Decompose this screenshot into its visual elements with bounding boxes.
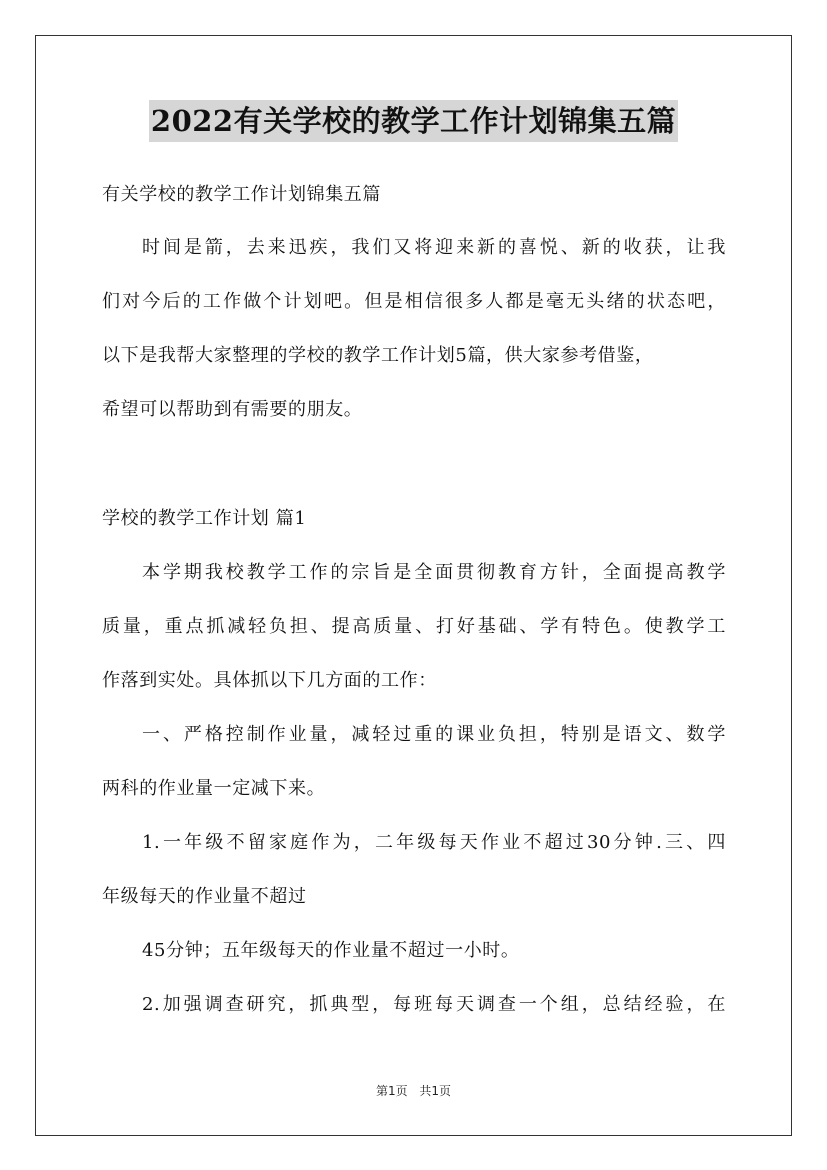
item-1-line-1: 1.一年级不留家庭作为，二年级每天作业不超过30分钟.三、四 [142, 832, 726, 853]
title-area [0, 100, 827, 142]
item-1-line-2: 年级每天的作业量不超过 [102, 886, 307, 907]
page-footer [0, 1083, 827, 1099]
point-1-line-1: 一、严格控制作业量，减轻过重的课业负担，特别是语文、数学 [142, 724, 726, 745]
intro-line-3: 以下是我帮大家整理的学校的教学工作计划5篇，供大家参考借鉴， [102, 345, 654, 366]
item-1-continuation: 45分钟；五年级每天的作业量不超过一小时。 [142, 940, 520, 961]
document-title: 2022有关学校的教学工作计划锦集五篇 [149, 100, 678, 142]
section-para-line-3: 作落到实处。具体抓以下几方面的工作： [102, 670, 437, 691]
section-heading: 学校的教学工作计划 篇1 [102, 508, 307, 529]
section-para-line-1: 本学期我校教学工作的宗旨是全面贯彻教育方针，全面提高教学 [142, 562, 726, 583]
document-subtitle: 有关学校的教学工作计划锦集五篇 [102, 184, 381, 205]
intro-line-2: 们对今后的工作做个计划吧。但是相信很多人都是毫无头绪的状态吧， [102, 291, 726, 312]
page-number: 第1页 [375, 1084, 408, 1098]
section-para-line-2: 质量，重点抓减轻负担、提高质量、打好基础、学有特色。使教学工 [102, 616, 726, 637]
item-2-line-1: 2.加强调查研究，抓典型，每班每天调查一个组，总结经验，在 [142, 994, 726, 1015]
intro-line-4: 希望可以帮助到有需要的朋友。 [102, 399, 363, 420]
intro-line-1: 时间是箭，去来迅疾，我们又将迎来新的喜悦、新的收获，让我 [142, 237, 726, 258]
page-total: 共1页 [419, 1084, 452, 1098]
point-1-line-2: 两科的作业量一定减下来。 [102, 778, 326, 799]
